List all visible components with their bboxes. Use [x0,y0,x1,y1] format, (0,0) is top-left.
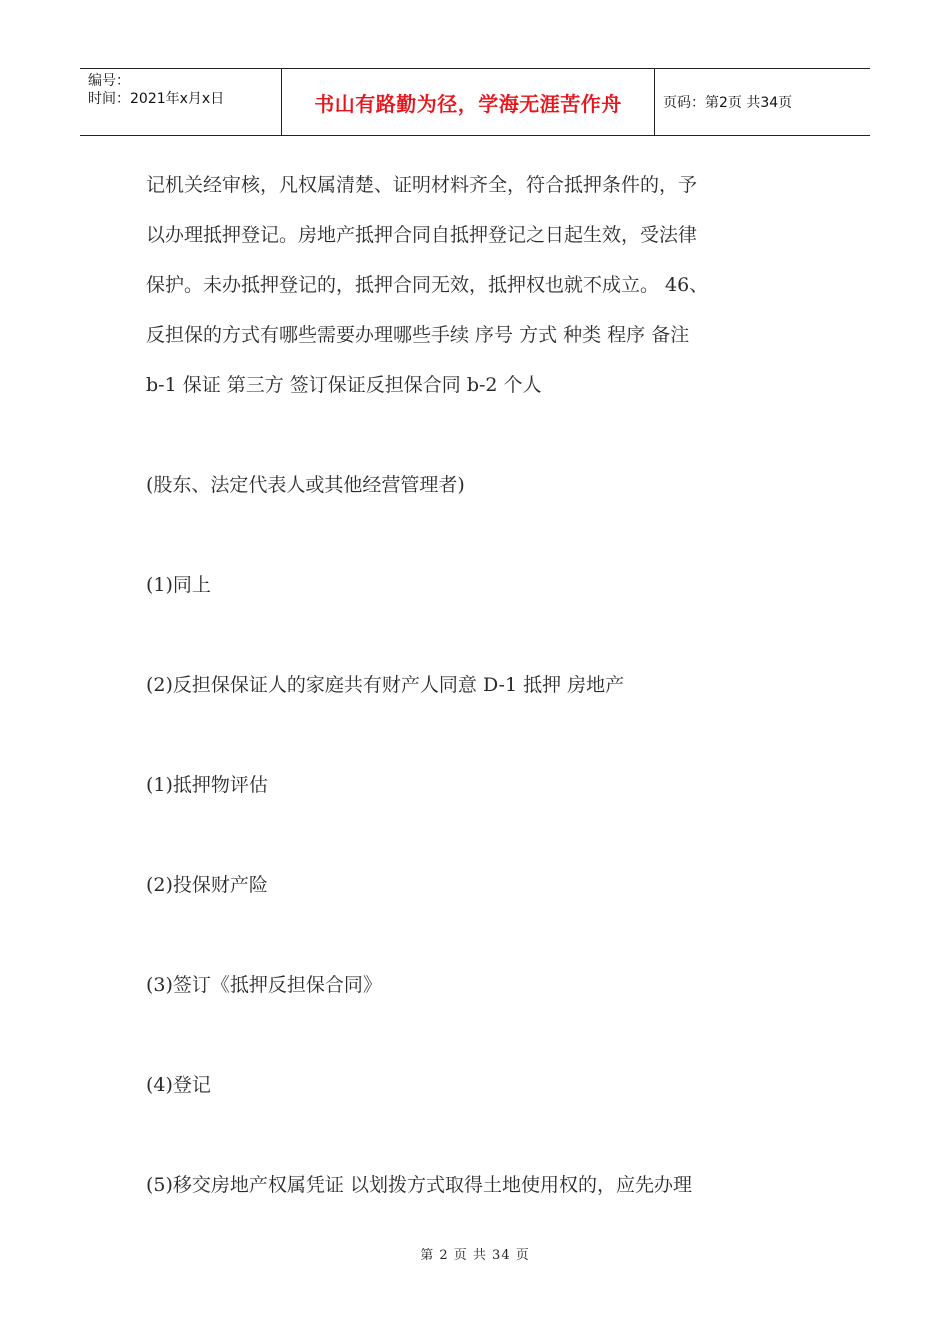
page-info: 页码：第2页 共34页 [663,95,793,111]
body-line: (4)登记 [146,1074,211,1096]
body-line: (3)签订《抵押反担保合同》 [146,974,382,996]
body-line: (2)反担保保证人的家庭共有财产人同意 D-1 抵押 房地产 [146,674,625,696]
document-body [146,160,816,1210]
body-line: (1)同上 [146,574,211,596]
header-page-cell [655,69,870,135]
body-line: 反担保的方式有哪些需要办理哪些手续 序号 方式 种类 程序 备注 [146,324,690,346]
body-line: 以办理抵押登记。房地产抵押合同自抵押登记之日起生效，受法律 [146,224,698,246]
body-line: (股东、法定代表人或其他经营管理者) [146,474,465,496]
body-line: (1)抵押物评估 [146,774,268,796]
body-line: b-1 保证 第三方 签订保证反担保合同 b-2 个人 [146,374,542,396]
header-motto-cell [282,69,655,135]
number-label: 编号： [88,73,130,89]
body-line: 保护。未办抵押登记的，抵押合同无效，抵押权也就不成立。 46、 [146,274,709,296]
header-meta-cell [80,69,282,135]
page-footer: 第 2 页 共 34 页 [420,1248,530,1263]
body-line: (5)移交房地产权属凭证 以划拨方式取得土地使用权的，应先办理 [146,1174,692,1196]
body-line: 记机关经审核，凡权属清楚、证明材料齐全，符合抵押条件的，予 [146,174,698,196]
time-label: 时间：2021年x月x日 [88,91,225,107]
body-line: (2)投保财产险 [146,874,268,896]
header-table [80,68,870,136]
motto-text: 书山有路勤为径，学海无涯苦作舟 [314,91,622,116]
